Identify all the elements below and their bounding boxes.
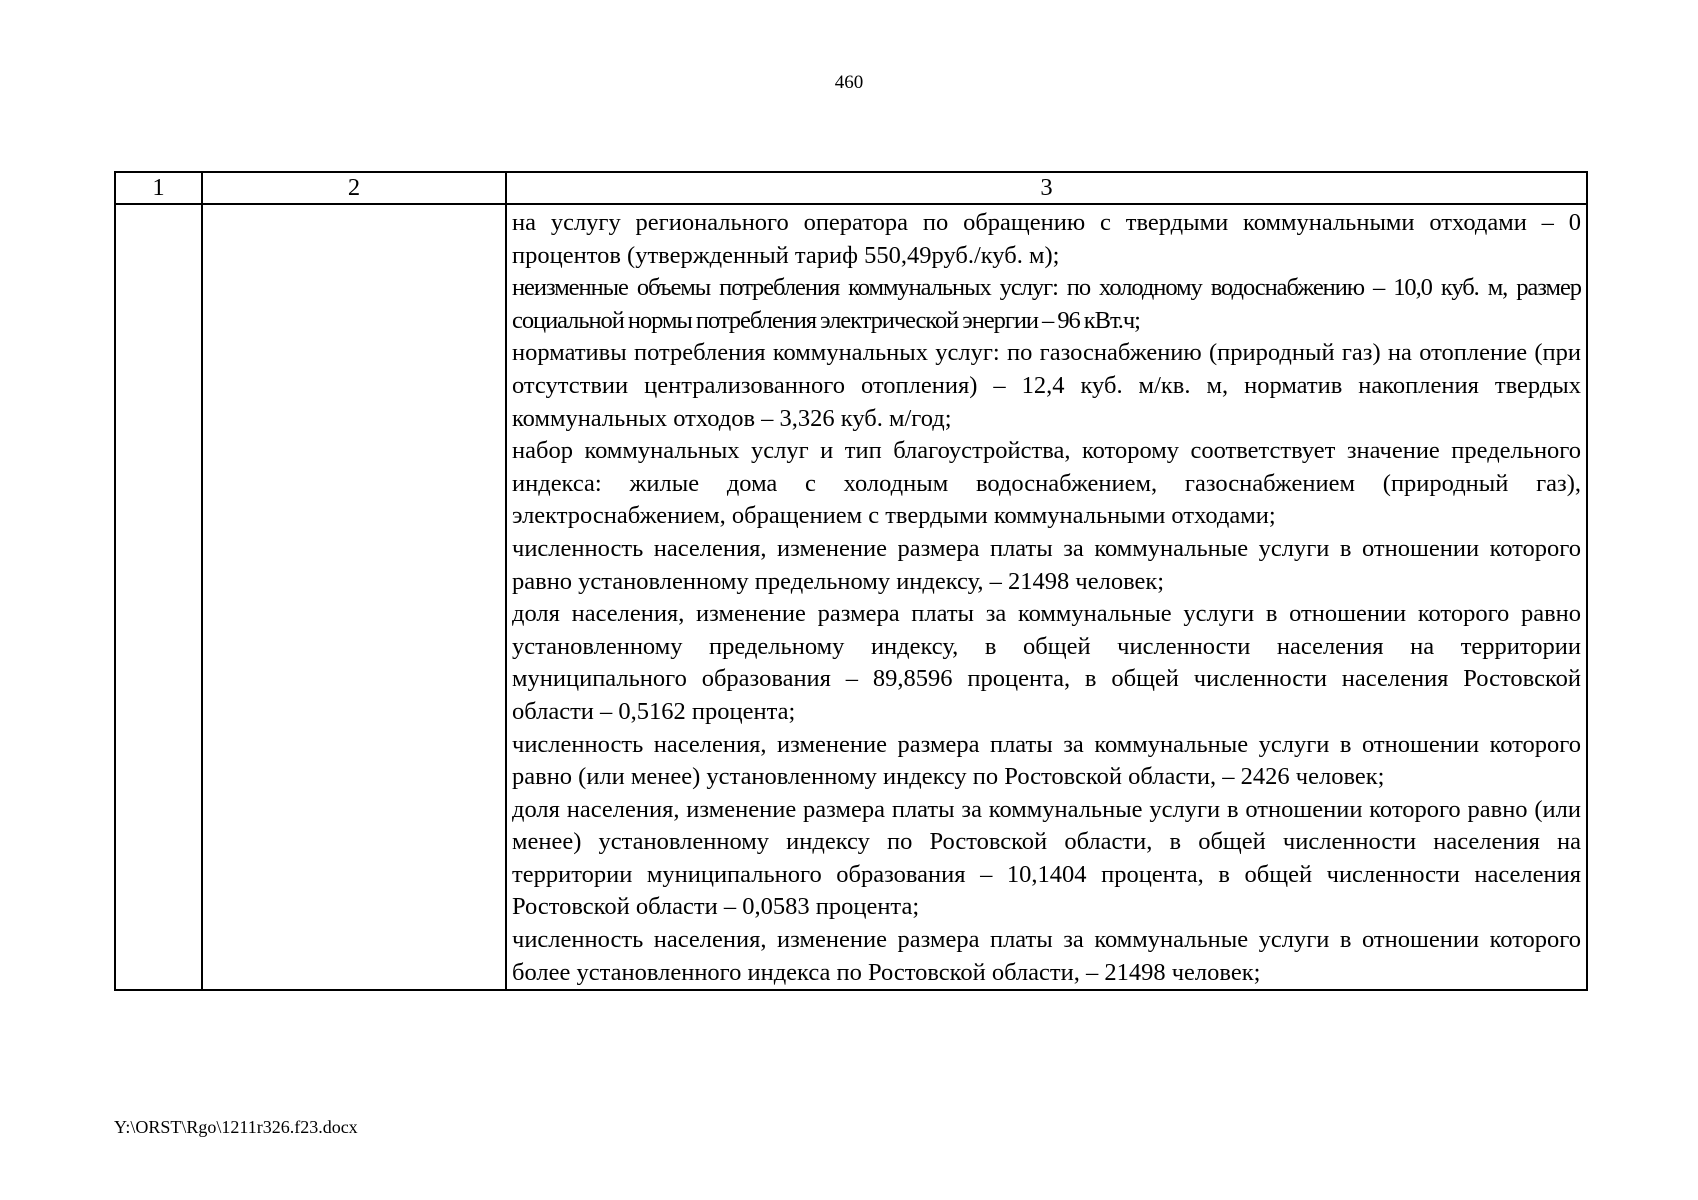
paragraph-share-equal-limit: доля населения, изменение размера платы за коммунальные услуги в отношении которого равно установленному предельному индексу, в общей численности населения на территории муниципального образования – 89,8596 процента, в общей численности населения Ростовской области – 0,5162 процента;: [512, 600, 1581, 725]
paragraph-population-equal-or-less: численность населения, изменение размера платы за коммунальные услуги в отношении которого равно (или менее) установленному индексу по Ростовской области, – 2426 человек;: [512, 730, 1581, 791]
paragraph-consumption-volumes: неизменные объемы потребления коммунальных услуг: по холодному водоснабжению – 10,0 куб. м, размер социальной нормы потребления электрической энергии – 96 кВт.ч;: [512, 274, 1581, 334]
column-header-1: 1: [115, 172, 202, 204]
document-table: [114, 171, 1588, 991]
paragraph-population-above: численность населения, изменение размера платы за коммунальные услуги в отношении которого более установленного индекса по Ростовской области, – 21498 человек;: [512, 926, 1581, 986]
table-row: [115, 204, 1587, 990]
paragraph-share-equal-or-less: доля населения, изменение размера платы за коммунальные услуги в отношении которого равно (или менее) установленному индексу по Ростовской области, в общей численности населения на территории муниципального образования – 10,1404 процента, в общей численности населения Ростовской области – 0,0583 процента;: [512, 795, 1581, 921]
paragraph-tariff-waste: на услугу регионального оператора по обращению с твердыми коммунальными отходами – 0 процентов (утвержденный тариф 550,49руб./куб. м);: [512, 209, 1581, 269]
footer-file-path: Y:\ORST\Rgo\1211r326.f23.docx: [114, 1117, 358, 1137]
column-header-3: 3: [506, 172, 1587, 204]
cell-column-3: [506, 204, 1587, 990]
cell-column-1: [115, 204, 202, 990]
paragraph-population-equal-limit: численность населения, изменение размера платы за коммунальные услуги в отношении которого равно установленному предельному индексу, – 21498 человек;: [512, 534, 1581, 595]
paragraph-consumption-norms: нормативы потребления коммунальных услуг: по газоснабжению (природный газ) на отопление (при отсутствии централизованного отопления) – 12,4 куб. м/кв. м, норматив накопления твердых коммунальных отходов – 3,326 куб. м/год;: [512, 339, 1581, 432]
table-header-row: [115, 172, 1587, 204]
cell-column-2: [202, 204, 506, 990]
paragraph-service-set: набор коммунальных услуг и тип благоустройства, которому соответствует значение предельного индекса: жилые дома с холодным водоснабжением, газоснабжением (природный газ), электроснабжением, обращением с твердыми коммунальными отходами;: [512, 437, 1581, 530]
column-header-2: 2: [202, 172, 506, 204]
page-number: 460: [834, 72, 864, 93]
